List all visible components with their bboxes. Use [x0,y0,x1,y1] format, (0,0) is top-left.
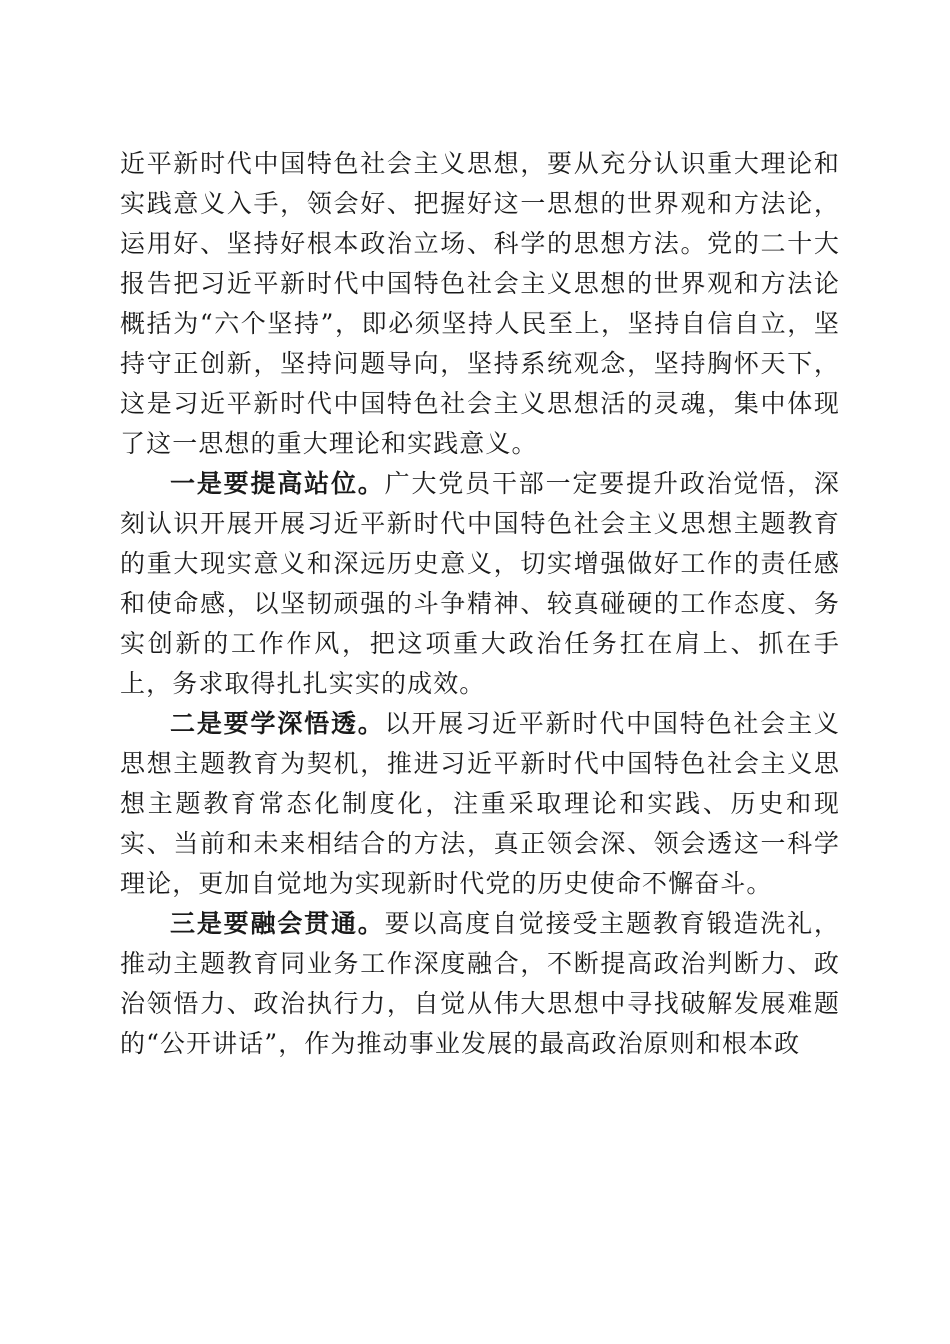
paragraph-point-1 [120,464,840,704]
paragraph-text: 要以高度自觉接受主题教育锻造洗礼，推动主题教育同业务工作深度融合，不断提高政治判断力、政治领悟力、政治执行力，自觉从伟大思想中寻找破解发展难题的“公开讲话”，作为推动事业发展的最高政治原则和根本政 [120,909,840,1058]
paragraph-point-3 [120,904,840,1064]
paragraph-text: 广大党员干部一定要提升政治觉悟，深刻认识开展开展习近平新时代中国特色社会主义思想主题教育的重大现实意义和深远历史意义，切实增强做好工作的责任感和使命感，以坚韧顽强的斗争精神、较真碰硬的工作态度、务实创新的工作作风，把这项重大政治任务扛在肩上、抓在手上，务求取得扎扎实实的成效。 [120,469,840,698]
paragraph-lead: 二是要学深悟透。 [170,709,385,738]
paragraph-text: 以开展习近平新时代中国特色社会主义思想主题教育为契机，推进习近平新时代中国特色社会主义思想主题教育常态化制度化，注重采取理论和实践、历史和现实、当前和未来相结合的方法，真正领会深、领会透这一科学理论，更加自觉地为实现新时代党的历史使命不懈奋斗。 [120,709,840,898]
paragraph-lead: 三是要融会贯通。 [170,909,385,938]
paragraph-point-2 [120,704,840,904]
paragraph-continuation [120,144,840,464]
paragraph-lead: 一是要提高站位。 [170,469,385,498]
paragraph-text: 近平新时代中国特色社会主义思想，要从充分认识重大理论和实践意义入手，领会好、把握好这一思想的世界观和方法论，运用好、坚持好根本政治立场、科学的思想方法。党的二十大报告把习近平新时代中国特色社会主义思想的世界观和方法论概括为“六个坚持”，即必须坚持人民至上，坚持自信自立，坚持守正创新，坚持问题导向，坚持系统观念，坚持胸怀天下，这是习近平新时代中国特色社会主义思想活的灵魂，集中体现了这一思想的重大理论和实践意义。 [120,149,840,458]
document-page [120,144,840,1064]
